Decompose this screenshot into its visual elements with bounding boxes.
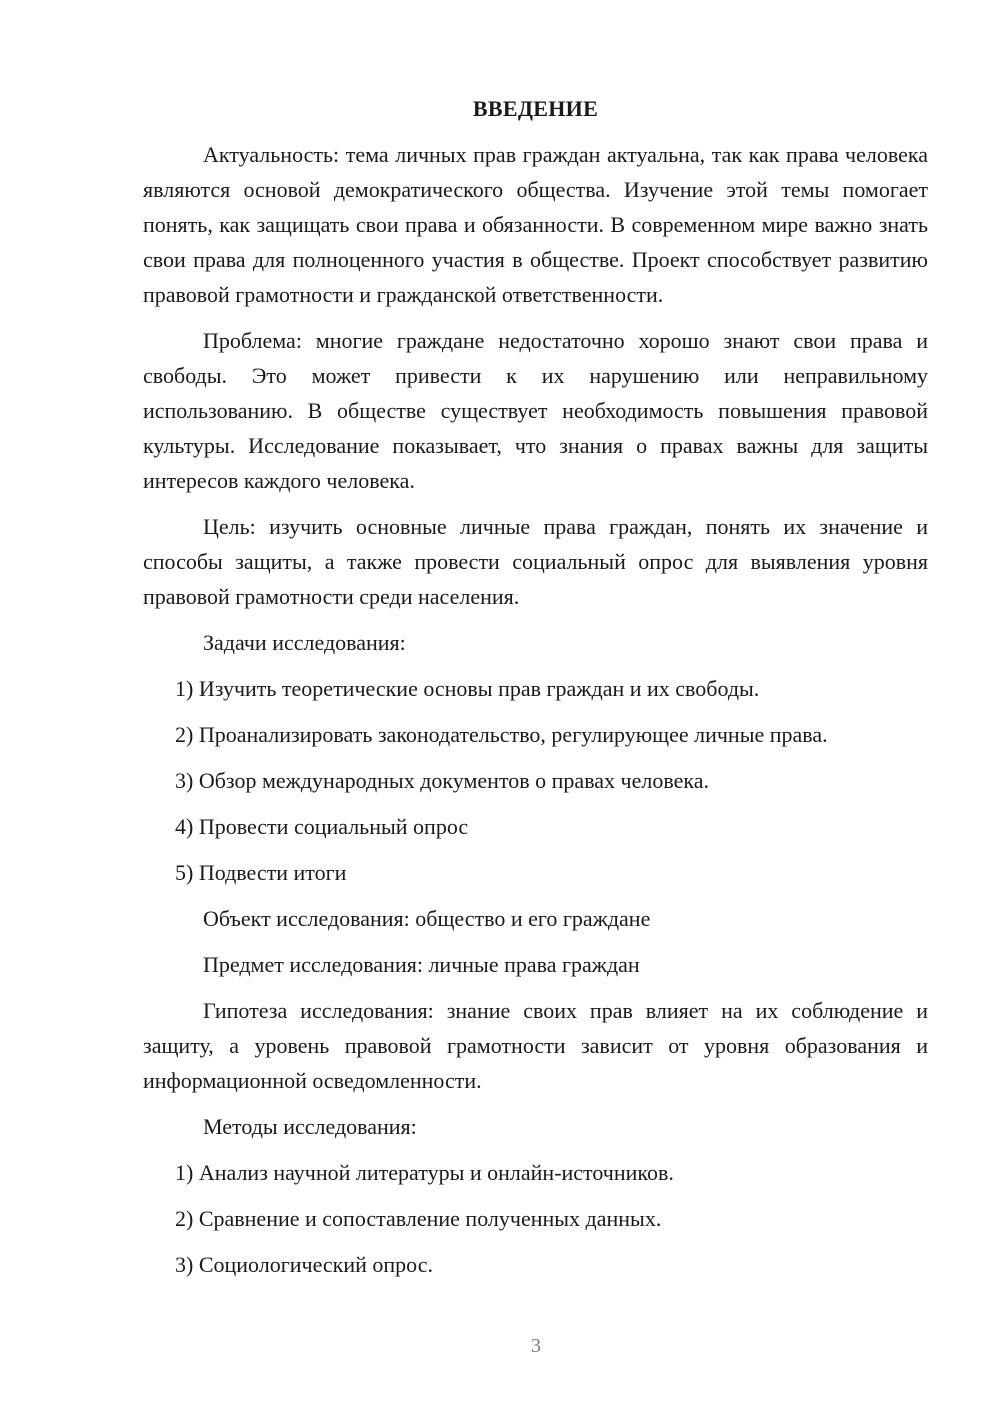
methods-heading: Методы исследования: <box>203 1114 417 1139</box>
section-title: ВВЕДЕНИЕ <box>472 96 599 121</box>
hypothesis-paragraph: Гипотеза исследования: знание своих прав влияет на их соблюдение и защиту, а уровень правовой грамотности зависит от уровня образования и информационной осведомленности. <box>143 998 928 1093</box>
research-subject: Предмет исследования: личные права граждан <box>203 952 640 977</box>
task-item-1: 1) Изучить теоретические основы прав граждан и их свободы. <box>175 676 760 701</box>
method-item-1: 1) Анализ научной литературы и онлайн-источников. <box>175 1160 674 1185</box>
page-content <box>143 92 928 1282</box>
relevance-paragraph: Актуальность: тема личных прав граждан актуальна, так как права человека являются основой демократического общества. Изучение этой темы помогает понять, как защищать свои права и обязанности. В современном мире важно знать свои права для полноценного участия в обществе. Проект способствует развитию правовой грамотности и гражданской ответственности. <box>143 142 928 307</box>
research-object: Объект исследования: общество и его граждане <box>203 906 651 931</box>
problem-paragraph: Проблема: многие граждане недостаточно хорошо знают свои права и свободы. Это может привести к их нарушению или неправильному использованию. В обществе существует необходимость повышения правовой культуры. Исследование показывает, что знания о правах важны для защиты интересов каждого человека. <box>143 328 928 493</box>
task-item-2: 2) Проанализировать законодательство, регулирующее личные права. <box>175 722 828 747</box>
task-item-4: 4) Провести социальный опрос <box>175 814 469 839</box>
goal-paragraph: Цель: изучить основные личные права граждан, понять их значение и способы защиты, а также провести социальный опрос для выявления уровня правовой грамотности среди населения. <box>143 514 928 609</box>
method-item-3: 3) Социологический опрос. <box>175 1252 433 1277</box>
page-number: 3 <box>531 1335 541 1357</box>
task-item-5: 5) Подвести итоги <box>175 860 347 885</box>
method-item-2: 2) Сравнение и сопоставление полученных данных. <box>175 1206 662 1231</box>
task-item-3: 3) Обзор международных документов о правах человека. <box>175 768 710 793</box>
tasks-heading: Задачи исследования: <box>203 630 406 655</box>
